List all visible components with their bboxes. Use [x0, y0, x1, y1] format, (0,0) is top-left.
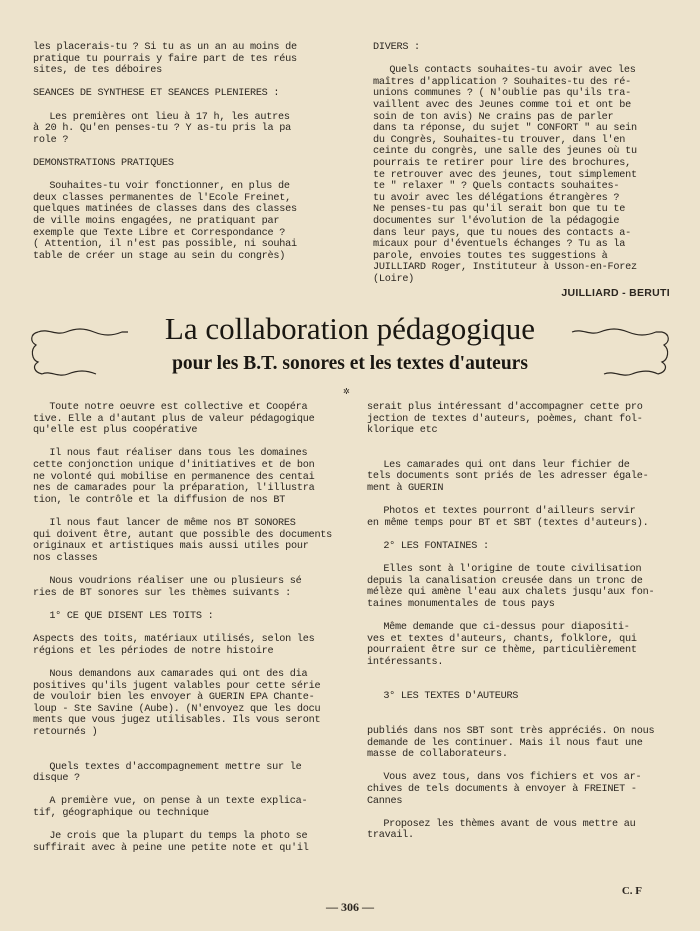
- section-heading-demonstrations: DEMONSTRATIONS PRATIQUES: [33, 157, 174, 169]
- section-heading-divers: DIVERS :: [373, 42, 420, 53]
- seances-paragraph: Les premières ont lieu à 17 h, les autres à 20 h. Qu'en penses-tu ? Y as-tu pris la pa role ?: [33, 111, 291, 146]
- page-number: [0, 900, 700, 915]
- paragraph-themes: Proposez les thèmes avant de vous mettre au travail.: [367, 818, 636, 842]
- subtitle: pour les B.T. sonores et les textes d'auteurs: [172, 353, 528, 374]
- page-number-value: 306: [341, 900, 359, 914]
- top-right-column: [373, 42, 678, 285]
- bottom-left-column: [33, 402, 333, 854]
- heading-textes-auteurs: 3° LES TEXTES D'AUTEURS: [383, 691, 519, 703]
- heading-toits: 1° CE QUE DISENT LES TOITS :: [49, 610, 214, 622]
- section-heading-seances: SEANCES DE SYNTHESE ET SEANCES PLENIERES :: [33, 88, 280, 100]
- paragraph-projection: serait plus intéressant d'accompagner cette pro jection de textes d'auteurs, poèmes, chant fol- klorique etc: [367, 402, 643, 437]
- top-left-column: [33, 42, 333, 262]
- demonstrations-paragraph: Souhaites-tu voir fonctionner, en plus de deux classes permanentes de l'Ecole Freinet, quelques matinées de classes dans des classes de ville moins engagées, ne pratiquant par exemple que Texte Libre et Correspondance ? ( Attention, il n'est pas possible, ni souhai table de créer un stage au sein du congrès): [33, 181, 297, 262]
- paragraph-photo: Je crois que la plupart du temps la photo se suffirait avec à peine une petite note et qu'il: [33, 831, 309, 854]
- bottom-right-column: [367, 402, 685, 842]
- author-signature: JUILLIARD - BERUTI: [561, 287, 670, 299]
- author-initials: C. F: [621, 885, 642, 897]
- divers-paragraph: Quels contacts souhaites-tu avoir avec les maîtres d'application ? Souhaites-tu des ré- unions communes ? ( N'oublie pas qu'ils tra- vaillent avec des Jeunes comme toi et ont be soin de ton avis) Ne crains pas de parler dans ta réponse, du sujet " CONFORT " au sein du Congrès, Souhaites-tu trouver, dans l'en ceinte du congrès, une salle des jeunes où tu pourrais te retirer pour lire des brochures, te retrouver avec des jeunes, tout simplement te " relaxer " ? Quels contacts souhaites- tu avoir avec les délégations étrangères ? Ne penses-tu pas qu'il serait bon que tu te documentes sur l'évolution de la pédagogie dans leur pays, que tu noues des contacts a- micaux pour d'éventuels échanges ? Tu as la parole, envoies toutes tes suggestions à JUILLIARD Roger, Instituteur à Usson-en-Forez (Loire): [373, 65, 637, 285]
- paragraph-fontaines: Elles sont à l'origine de toute civilisation depuis la canalisation creusée dans un tronc de mélèze qui amène l'eau aux chalets jusqu'aux fon- taines monumentales de tous pays: [367, 564, 655, 610]
- paragraph-collective: Toute notre oeuvre est collective et Coopéra tive. Elle a d'autant plus de valeur pédagogique qu'elle est plus coopérative: [33, 402, 315, 437]
- heading-fontaines: 2° LES FONTAINES :: [383, 540, 489, 552]
- paragraph-premiere-vue: A première vue, on pense à un texte explica- tif, géographique ou technique: [33, 796, 308, 819]
- paragraph-diapositives: Nous demandons aux camarades qui ont des dia positives qu'ils jugent valables pour cette série de vouloir bien les envoyer à GUERIN EPA Chante- loup - Ste Savine (Aube). (N'envoyez que les docu ments que vous jugez utilisables. Ils vous seront retournés ): [33, 669, 321, 739]
- paragraph-conjonction: Il nous faut réaliser dans tous les domaines cette conjonction unique d'initiatives et de bon ne volonté qui mobilise en permanence des centai nes de camarades pour la préparation, l'illustra tion, le contrôle et la diffusion de nos BT: [33, 448, 315, 506]
- article-title-block: [20, 310, 680, 385]
- page-number-dash-left: —: [326, 900, 338, 914]
- paragraph-aspects-toits: Aspects des toits, matériaux utilisés, selon les régions et les périodes de notre histoire: [33, 634, 315, 657]
- paragraph-series: Nous voudrions réaliser une ou plusieurs sé ries de BT sonores sur les thèmes suivants :: [33, 575, 302, 599]
- paragraph-photos-textes: Photos et textes pourront d'ailleurs servir en même temps pour BT et SBT (textes d'auteurs).: [367, 506, 649, 529]
- paragraph-textes-accompagnement: Quels textes d'accompagnement mettre sur le disque ?: [33, 761, 302, 785]
- paragraph-sbt: publiés dans nos SBT sont très appréciés. On nous demande de les continuer. Mais il nous faut une masse de collaborateurs.: [367, 726, 655, 761]
- page-number-dash-right: —: [362, 900, 374, 914]
- main-title: La collaboration pédagogique: [164, 311, 536, 346]
- paragraph-meme-demande: Même demande que ci-dessus pour diapositi- ves et textes d'auteurs, chants, folklore, qui pourraient être sur ce thème, particulièrement intéressants.: [367, 622, 637, 668]
- star-ornament-icon: ✲: [343, 386, 350, 398]
- intro-paragraph: les placerais-tu ? Si tu as un an au moins de pratique tu pourrais y faire part de tes réus sites, de tes déboires: [33, 42, 297, 77]
- paragraph-camarades: Les camarades qui ont dans leur fichier de tels documents sont priés de les adresser égale- ment à GUERIN: [367, 459, 649, 494]
- paragraph-archives: Vous avez tous, dans vos fichiers et vos ar- chives de tels documents à envoyer à FREINET - Cannes: [367, 772, 642, 807]
- paragraph-bt-sonores: Il nous faut lancer de même nos BT SONORES qui doivent être, autant que possible des documents originaux et artistiques mais aussi utiles pour nos classes: [33, 517, 333, 564]
